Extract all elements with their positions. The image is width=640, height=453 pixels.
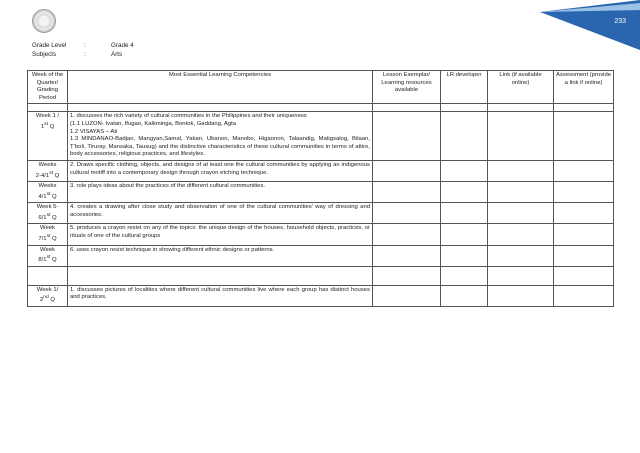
week-cell: Week 8/1st Q: [28, 245, 68, 266]
subjects-label: Subjects: [32, 51, 57, 58]
table-row: [28, 182, 614, 203]
week-cell: Weeks 2-4/1st Q: [28, 160, 68, 181]
colon: :: [84, 51, 86, 58]
table-header-row: [28, 71, 614, 104]
page-number: 233: [614, 18, 626, 25]
deped-seal-logo: [32, 9, 56, 33]
grade-level-value: Grade 4: [111, 42, 134, 49]
week-cell: Week 1 / 1st Q: [28, 112, 68, 161]
table-row: [28, 224, 614, 245]
lr-header: LR developer: [441, 71, 488, 104]
competency-cell: 1. discusses the rich variety of cultural communities in the Philippines and their uniqueness (1.1 LUZON- Ivatan, Ifugao, Kalkminga, Bontok, Gaddang, Agta 1.2 VISAYAS – Ati 1.3 MINDANAO-Badjao, Mangyan,Samal, Yakan, Ubanon, Manobo, Higaonon, Talaandig, Matigsalog, Bilaan, T’boli, Tiruray, Mansaka, Tausug) and the distinctive characteristics of these cultural communities in terms of attire, body accessories, religious practices, and lifestyles.: [68, 112, 373, 161]
table-row: [28, 160, 614, 181]
competency-cell: 2. Draws specific clothing, objects, and designs of at least one the cultural communities by applying an indigenous cultural motiff into a contemporary design through crayon etching technique.: [68, 160, 373, 181]
week-cell: Week 5- 6/1st Q: [28, 203, 68, 224]
competency-cell: 1. discusses pictures of localities where different cultural communities live where each group has distinct houses and practices.: [68, 285, 373, 306]
document-meta: [32, 41, 134, 59]
grade-level-label: Grade Level: [32, 42, 67, 49]
corner-ribbon: [540, 0, 640, 50]
subjects-value: Arts: [111, 51, 123, 58]
assessment-header: Assessment (provide a link if online): [554, 71, 614, 104]
colon: :: [84, 42, 86, 49]
competency-cell: 6. uses crayon resist technique in showing different ethnic designs or patterns.: [68, 245, 373, 266]
link-header: Link (if available online): [488, 71, 554, 104]
week-cell: Weeks 4/1st Q: [28, 182, 68, 203]
table-row: [28, 285, 614, 306]
competency-cell: 4. creates a drawing after close study and observation of one of the cultural communities’ way of dressing and accessories.: [68, 203, 373, 224]
lesson-header: Lesson Exemplar/ Learning resources available: [373, 71, 441, 104]
spacer-row: [28, 266, 614, 285]
competency-cell: 5. produces a crayon resist on any of the topics: the unique design of the houses, household objects, practices, or rituals of one of the cultural groups: [68, 224, 373, 245]
table-row: [28, 203, 614, 224]
competencies-table: [27, 70, 614, 307]
table-row: [28, 112, 614, 161]
week-cell: Week 7/1st Q: [28, 224, 68, 245]
table-row: [28, 245, 614, 266]
week-header: Week of the Quarter/ Grading Period: [28, 71, 68, 104]
mel-header: Most Essential Learning Competencies: [68, 71, 373, 104]
competency-cell: 3. role plays ideas about the practices of the different cultural communities.: [68, 182, 373, 203]
spacer-row: [28, 104, 614, 112]
week-cell: Week 1/ 2nd Q: [28, 285, 68, 306]
